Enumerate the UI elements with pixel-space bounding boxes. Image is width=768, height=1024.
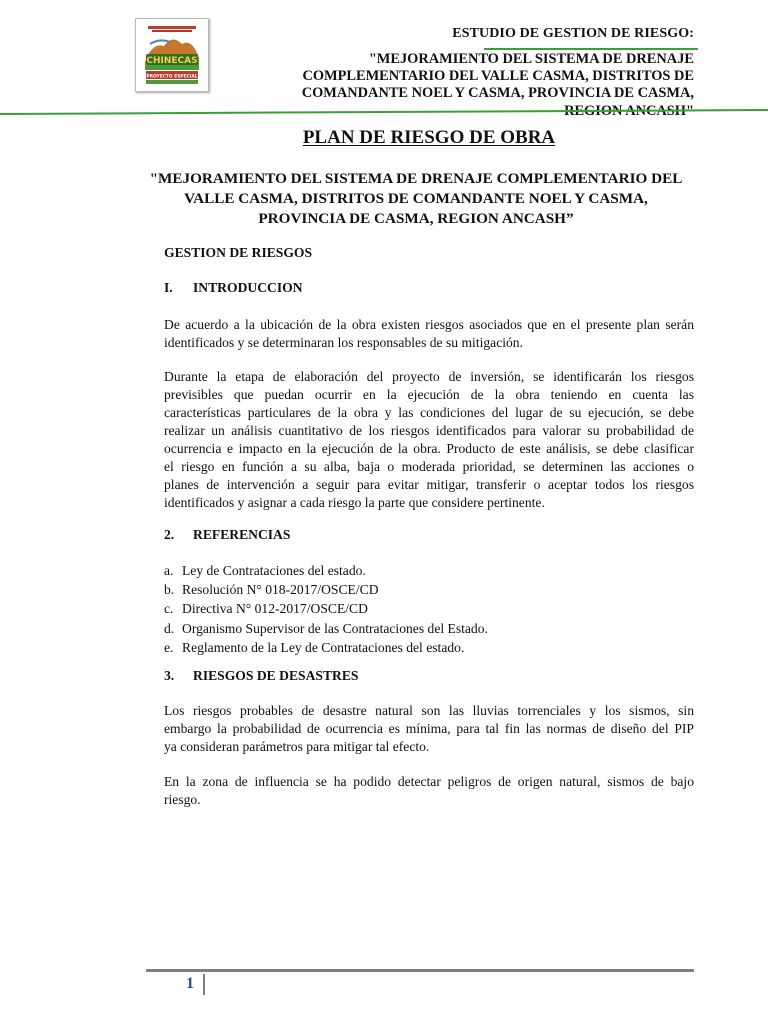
paragraph-line: embargo la probabilidad de ocurrencia es mínima, para tal fin las normas de diseño del PIP bbox=[164, 721, 694, 736]
paragraph-line: características particulares de la obra y las condiciones del lugar de su ejecución, se debe bbox=[164, 405, 694, 420]
section-number: 2. bbox=[164, 527, 175, 542]
section-title: RIESGOS DE DESASTRES bbox=[193, 668, 359, 683]
paragraph-line: identificados y se determinaran los responsables de su mitigación. bbox=[164, 335, 524, 350]
paragraph-line: ya consideran parámetros para mitigar tal efecto. bbox=[164, 739, 430, 754]
list-letter: b. bbox=[164, 582, 175, 598]
list-item bbox=[164, 619, 684, 638]
project-line: VALLE CASMA, DISTRITOS DE COMANDANTE NOEL Y CASMA, bbox=[184, 190, 648, 207]
paragraph-line: En la zona de influencia se ha podido detectar peligros de origen natural, sismos de bajo bbox=[164, 774, 694, 789]
paragraph-line: Durante la etapa de elaboración del proyecto de inversión, se identificarán los riesgos bbox=[164, 369, 694, 384]
project-line: PROVINCIA DE CASMA, REGION ANCASH” bbox=[258, 210, 574, 227]
paragraph-line: identificados y asignar a cada riesgo la parte que considere pertinente. bbox=[164, 495, 545, 510]
list-text: Reglamento de la Ley de Contrataciones del estado. bbox=[182, 639, 465, 655]
svg-text:CHINECAS: CHINECAS bbox=[146, 56, 198, 66]
paragraph-line: planes de intervención a seguir para evitar mitigar, transferir o aceptar todos los riesgos bbox=[164, 477, 694, 492]
list-letter: e. bbox=[164, 639, 174, 655]
paragraph-line: De acuerdo a la ubicación de la obra existen riesgos asociados que en el presente plan serán bbox=[164, 317, 694, 332]
list-letter: d. bbox=[164, 620, 175, 636]
paragraph-line: el riesgo en función a su alba, baja o moderada prioridad, se determinen las acciones o bbox=[164, 459, 694, 474]
study-title: ESTUDIO DE GESTION DE RIESGO: bbox=[452, 26, 694, 41]
list-letter: a. bbox=[164, 563, 174, 578]
list-text: Organismo Supervisor de las Contrataciones del Estado. bbox=[182, 620, 488, 636]
list-item bbox=[164, 638, 684, 657]
paragraph-line: ocurrencia e impacto en la ejecución de la obra. Producto de este análisis, se debe clasificar bbox=[164, 441, 694, 456]
paragraph-desastres-1 bbox=[164, 702, 694, 756]
paragraph-line: riesgo. bbox=[164, 792, 201, 807]
paragraph-intro-2 bbox=[164, 368, 694, 512]
paragraph-desastres-2 bbox=[164, 773, 694, 809]
paragraph-intro-1 bbox=[164, 316, 694, 352]
header-divider-long bbox=[0, 108, 768, 116]
references-list bbox=[164, 561, 684, 657]
header-project-line: REGION ANCASH" bbox=[564, 102, 694, 119]
section-title: INTRODUCCION bbox=[193, 280, 303, 295]
institution-logo bbox=[135, 18, 209, 92]
footer-divider bbox=[146, 969, 694, 972]
list-item bbox=[164, 580, 684, 599]
list-item bbox=[164, 561, 684, 580]
list-letter: c. bbox=[164, 601, 174, 617]
section-heading-riesgos-desastres bbox=[164, 668, 358, 684]
paragraph-line: Los riesgos probables de desastre natural son las lluvias torrenciales y los sismos, sin bbox=[164, 703, 694, 718]
paragraph-line: previsibles que puedan ocurrir en la ejecución de la obra teniendo en cuenta las bbox=[164, 387, 694, 402]
section-heading-gestion: GESTION DE RIESGOS bbox=[164, 245, 313, 260]
page-number: 1 bbox=[186, 975, 194, 992]
list-text: Resolución N° 018-2017/OSCE/CD bbox=[182, 582, 379, 598]
header-project-line: "MEJORAMIENTO DEL SISTEMA DE DRENAJE bbox=[368, 51, 694, 67]
chinecas-logo-icon bbox=[142, 24, 202, 86]
paragraph-line: realizar un análisis cuantitativo de los riesgos identificados para valorar su probabilidad de bbox=[164, 423, 694, 438]
page-number-separator bbox=[203, 974, 205, 995]
project-line: "MEJORAMIENTO DEL SISTEMA DE DRENAJE COMPLEMENTARIO DEL bbox=[149, 170, 683, 187]
section-number: 3. bbox=[164, 668, 175, 683]
section-title: REFERENCIAS bbox=[193, 527, 291, 542]
list-text: Ley de Contrataciones del estado. bbox=[182, 563, 366, 578]
section-heading-introduccion bbox=[164, 280, 303, 296]
header-project-line: COMANDANTE NOEL Y CASMA, PROVINCIA DE CASMA, bbox=[301, 85, 694, 102]
document-title: PLAN DE RIESGO DE OBRA bbox=[302, 127, 556, 148]
project-name bbox=[120, 169, 712, 229]
header-project-line: COMPLEMENTARIO DEL VALLE CASMA, DISTRITOS DE bbox=[302, 68, 694, 85]
section-heading-referencias bbox=[164, 527, 290, 543]
list-text: Directiva N° 012-2017/OSCE/CD bbox=[182, 601, 368, 617]
header-divider-short bbox=[484, 48, 698, 50]
svg-text:PROYECTO ESPECIAL: PROYECTO ESPECIAL bbox=[146, 74, 198, 80]
section-number: I. bbox=[164, 280, 173, 295]
list-item bbox=[164, 599, 684, 618]
